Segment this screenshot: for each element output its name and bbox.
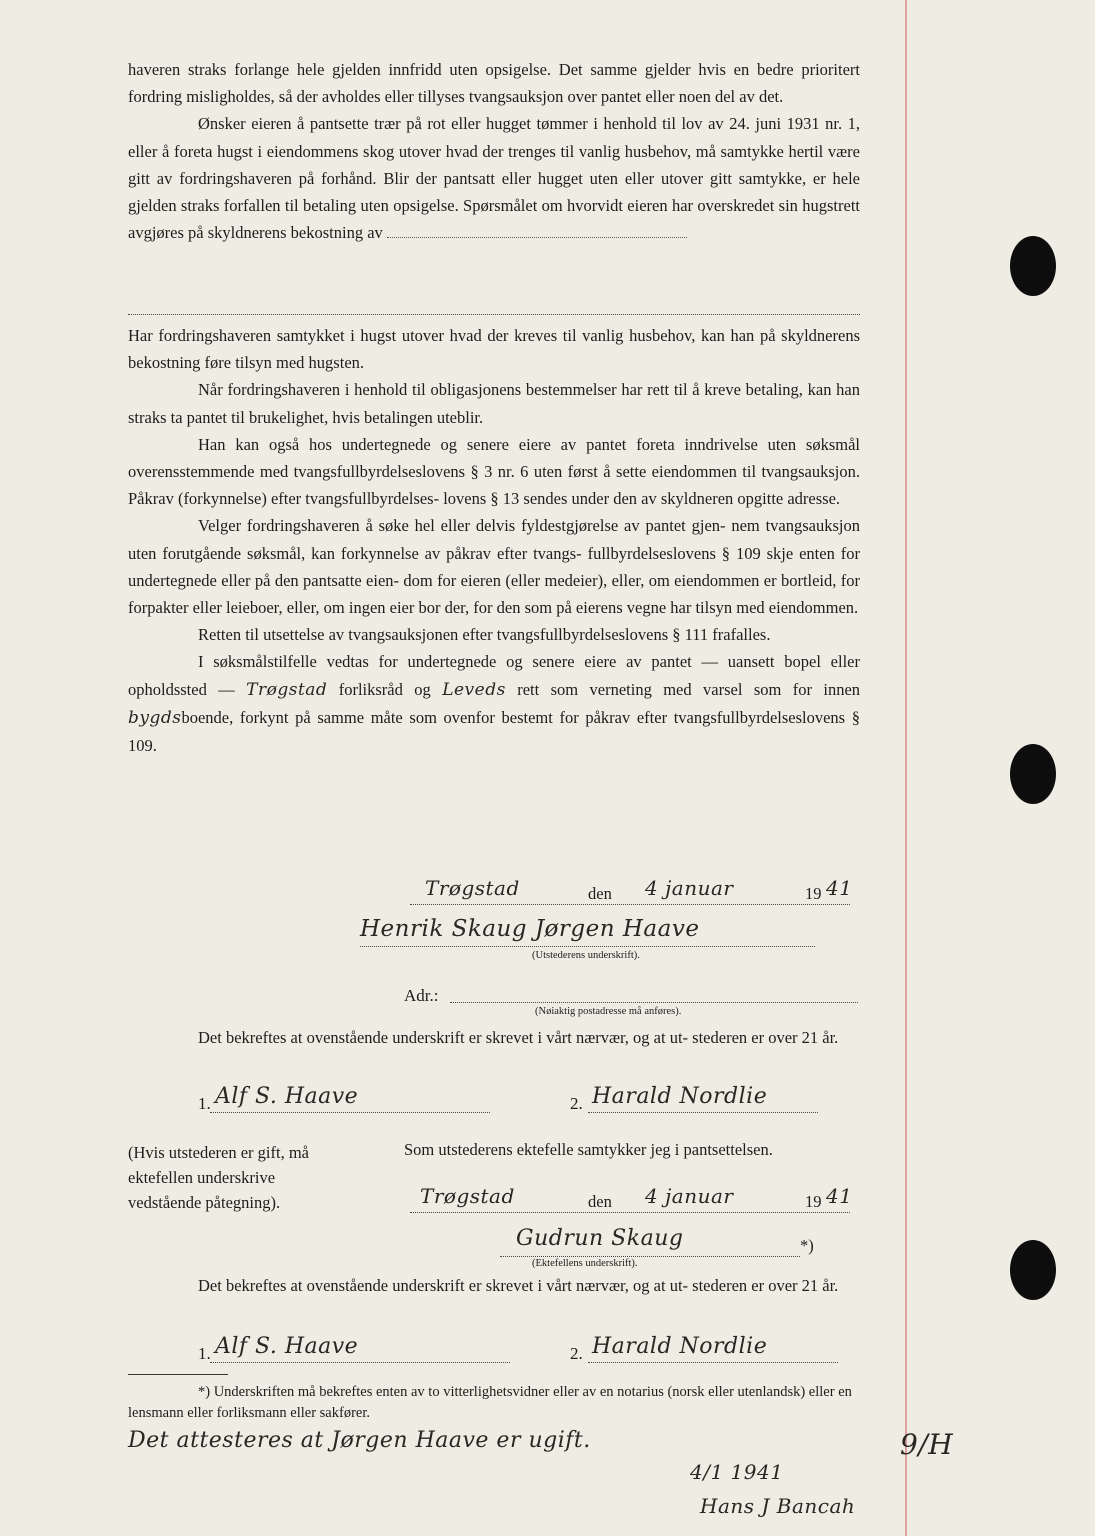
punch-hole	[1010, 1240, 1056, 1300]
handwritten-court: Leveds	[442, 679, 506, 700]
spouse-consent: Som utstederens ektefelle samtykker jeg i pantsettelsen.	[404, 1140, 773, 1159]
paragraph: Velger fordringshaveren å søke hel eller delvis fyldestgjørelse av pantet gjen- nem tvangsauksjon uten forutgående søksmål, kan forkynnelse av påkrav efter tvangs- fullbyrdelseslovens § 109 skje enten for undertegnede eller på den pantsatte eien- dom for eieren (eller medeier), eller, om eiendommen er bortleid, for forpakter eller leieboer, eller, om ingen eier bor der, for den som på eierens vegne har tilsyn med eiendommen.	[128, 516, 860, 618]
paragraph: Ønsker eieren å pantsette trær på rot eller hugget tømmer i henhold til lov av 24. juni 1931 nr. 1, eller å foreta hugst i eiendommens skog utover hvad der trenges til vanlig husbehov, må samtykke hertil være gitt av fordringshaveren på forhånd. Blir der pantsatt eller hugget uten eller utover gitt samtykke, er hele gjelden straks forfallen til betaling uten opsigelse. Spørsmålet om hvorvidt eieren har overskredet sin hugstrett avgjøres på skyldnerens bekostning av	[128, 114, 860, 243]
handwritten-place: Trøgstad	[425, 876, 520, 900]
handwritten-year: 41	[826, 1184, 853, 1208]
witness-signature: Alf S. Haave	[215, 1334, 359, 1359]
den-label: den	[588, 884, 612, 903]
handwritten-year: 41	[826, 876, 853, 900]
witness-number: 1.	[198, 1094, 211, 1113]
footnote-marker: *)	[800, 1236, 814, 1255]
body-text	[128, 56, 860, 246]
signature-line	[588, 1362, 838, 1363]
issuer-caption: (Utstederens underskrift).	[532, 950, 640, 961]
red-margin-rule	[905, 0, 907, 1536]
handwritten-date: 4 januar	[645, 876, 734, 900]
attestation-note: Det attesteres at Jørgen Haave er ugift.	[128, 1428, 591, 1453]
spouse-caption: (Ektefellens underskrift).	[532, 1258, 638, 1269]
attestation-date: 4/1 1941	[690, 1460, 784, 1484]
confirmation-text: Det bekreftes at ovenstående underskrift er skrevet i vårt nærvær, og at ut- stederen er over 21 år.	[198, 1028, 839, 1047]
paragraph: Han kan også hos undertegnede og senere eiere av pantet foreta inndrivelse uten søksmål overensstemmende med tvangsfullbyrdelseslovens § 3 nr. 6 uten først å sette eiendommen til tvangsauksjon. Påkrav (forkynnelse) efter tvangsfullbyrdelses- lovens § 13 sendes under den av skyldneren opgitte adresse.	[128, 434, 860, 509]
witness-number: 2.	[570, 1094, 583, 1113]
witness-signature: Alf S. Haave	[215, 1084, 359, 1109]
fill-in-line	[128, 314, 860, 315]
handwritten-place: Trøgstad	[246, 679, 328, 700]
signature-line	[360, 946, 815, 947]
witness-number: 1.	[198, 1344, 211, 1363]
spouse-signature: Gudrun Skaug	[516, 1226, 684, 1251]
paragraph: Har fordringshaveren samtykket i hugst utover hvad der kreves til vanlig husbehov, kan han på skyldnerens bekostning føre tilsyn med hugsten.	[128, 326, 860, 373]
address-caption: (Nøiaktig postadresse må anføres).	[535, 1006, 682, 1017]
handwritten-place: Trøgstad	[420, 1184, 515, 1208]
paragraph: Retten til utsettelse av tvangsauksjonen efter tvangsfullbyrdelseslovens § 111 frafalles.	[198, 625, 771, 645]
year-prefix: 19	[805, 884, 822, 903]
year-prefix: 19	[805, 1192, 822, 1211]
married-note: (Hvis utstederen er gift, må ektefellen underskrive vedstående påtegning).	[128, 1143, 309, 1212]
address-line	[450, 1002, 858, 1003]
signature-line	[210, 1362, 510, 1363]
confirmation-text: Det bekreftes at ovenstående underskrift er skrevet i vårt nærvær, og at ut- stederen er over 21 år.	[198, 1276, 839, 1295]
witness-signature: Harald Nordlie	[592, 1334, 768, 1359]
signature-line	[588, 1112, 818, 1113]
witness-number: 2.	[570, 1344, 583, 1363]
body-text	[128, 322, 860, 759]
margin-note: 9/H	[900, 1428, 954, 1461]
handwritten-county: bygds	[128, 707, 182, 728]
attestation-signature: Hans J Bancah	[700, 1494, 856, 1518]
footnote: *) Underskriften må bekreftes enten av to vitterlighetsvidner eller av en notarius (norsk eller utenlandsk) eller en lensmann eller forliksmann eller sakfører.	[128, 1384, 852, 1421]
address-label: Adr.:	[404, 986, 439, 1005]
signature-line	[500, 1256, 800, 1257]
witness-signature: Harald Nordlie	[592, 1084, 768, 1109]
handwritten-date: 4 januar	[645, 1184, 734, 1208]
den-label: den	[588, 1192, 612, 1211]
date-line	[410, 1212, 850, 1213]
punch-hole	[1010, 744, 1056, 804]
fill-in-line	[387, 237, 687, 238]
paragraph: haveren straks forlange hele gjelden innfridd uten opsigelse. Det samme gjelder hvis en bedre prioritert fordring misligholdes, så der avholdes eller tillyses tvangsauksjon over pantet eller noen del av det.	[128, 60, 860, 107]
footnote-rule	[128, 1374, 228, 1375]
signature-line	[210, 1112, 490, 1113]
paragraph: Når fordringshaveren i henhold til obligasjonens bestemmelser har rett til å kreve betaling, kan han straks ta pantet til brukelighet, hvis betalingen uteblir.	[128, 380, 860, 427]
paragraph: I søksmålstilfelle vedtas for undertegnede og senere eiere av pantet — uansett bopel eller opholdssted — Trøgstad forliksråd og Leveds rett som verneting med varsel som for innen bygdsboende, forkynt på samme måte som ovenfor bestemt for påkrav efter tvangsfullbyrdelseslovens § 109.	[128, 652, 861, 756]
punch-hole	[1010, 236, 1056, 296]
issuer-signature: Henrik Skaug Jørgen Haave	[360, 916, 700, 942]
date-line	[410, 904, 850, 905]
